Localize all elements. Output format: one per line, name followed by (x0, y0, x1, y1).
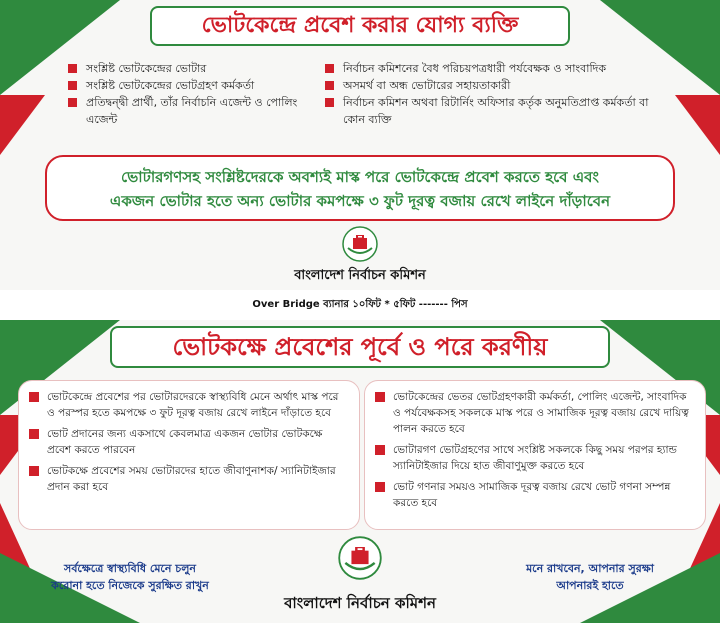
decor-wedge (675, 95, 720, 155)
top-banner (0, 0, 720, 290)
square-bullet-icon (375, 482, 385, 492)
square-bullet-icon (29, 392, 39, 402)
list-item: প্রতিদ্বন্দ্বী প্রার্থী, তাঁর নির্বাচনি এজেন্ট ও পোলিং এজেন্ট (68, 94, 313, 128)
list-item: ভোটকক্ষে প্রবেশের সময় ভোটারদের হাতে জীবাণুনাশক/ স্যানিটাইজার প্রদান করা হবে (29, 463, 349, 495)
notice-line: একজন ভোটার হতে অন্য ভোটার কমপক্ষে ৩ ফুট দূরত্ব বজায় রেখে লাইনে দাঁড়াবেন (109, 192, 611, 210)
list-item: সংশ্লিষ্ট ভোটকেন্দ্রের ভোটগ্রহণ কর্মকর্তা (68, 77, 313, 94)
list-item: নির্বাচন কমিশন অথবা রিটার্নিং অফিসার কর্তৃক অনুমতিপ্রাপ্ত কর্মকর্তা বা কোন ব্যক্তি (325, 94, 655, 128)
org-name: বাংলাদেশ নির্বাচন কমিশন (294, 268, 426, 283)
election-commission-emblem-icon (342, 226, 378, 262)
square-bullet-icon (29, 466, 39, 476)
square-bullet-icon (68, 81, 77, 90)
rules-panel-right (364, 380, 706, 530)
square-bullet-icon (29, 429, 39, 439)
election-commission-emblem-icon (338, 536, 382, 580)
square-bullet-icon (325, 64, 334, 73)
top-banner-title: ভোটকেন্দ্রে প্রবেশ করার যোগ্য ব্যক্তি (150, 6, 570, 46)
square-bullet-icon (325, 98, 334, 107)
list-item: সংশ্লিষ্ট ভোটকেন্দ্রের ভোটার (68, 60, 313, 77)
bottom-banner (0, 320, 720, 623)
mask-notice-box (45, 155, 675, 221)
bottom-banner-title: ভোটকক্ষে প্রবেশের পূর্বে ও পরে করণীয় (110, 326, 610, 368)
list-item: ভোটারগণ ভোটগ্রহণের সাথে সংশ্লিষ্ট সকলকে কিছু সময় পরপর হ্যান্ড স্যানিটাইজার দিয়ে হাত জীবাণুমুক্ত করতে হবে (375, 442, 695, 474)
eligible-list-left (68, 60, 313, 128)
rules-panel-left (18, 380, 360, 530)
health-slogan: সর্বক্ষেত্রে স্বাস্থ্যবিধি মেনে চলুন করোনা হতে নিজেকে সুরক্ষিত রাখুন (51, 562, 209, 592)
list-item: ভোট গণনার সময়ও সামাজিক দূরত্ব বজায় রেখে ভোট গণনা সম্পন্ন করতে হবে (375, 479, 695, 511)
square-bullet-icon (325, 81, 334, 90)
square-bullet-icon (68, 64, 77, 73)
eligible-list-right (325, 60, 655, 128)
list-item: অসমর্থ বা অন্ধ ভোটারের সহায়তাকারী (325, 77, 655, 94)
square-bullet-icon (68, 98, 77, 107)
notice-line: ভোটারগণসহ সংশ্লিষ্টদেরকে অবশ্যই মাস্ক পরে ভোটকেন্দ্রে প্রবেশ করতে হবে এবং (121, 168, 599, 186)
square-bullet-icon (375, 445, 385, 455)
safety-slogan: মনে রাখবেন, আপনার সুরক্ষা আপনারই হাতে (526, 562, 654, 592)
list-item: ভোট প্রদানের জন্য একসাথে কেবলমাত্র একজন ভোটার ভোটকক্ষে প্রবেশ করতে পারবেন (29, 426, 349, 458)
list-item: ভোটকেন্দ্রে প্রবেশের পর ভোটারদেরকে স্বাস্থ্যবিধি মেনে অর্থাৎ মাস্ক পরে ও পরস্পর হতে কমপক্ষে ৩ ফুট দূরত্ব বজায় রেখে লাইনে দাঁড়াতে হবে (29, 389, 349, 421)
list-item: ভোটকেন্দ্রের ভেতর ভোটগ্রহণকারী কর্মকর্তা, পোলিং এজেন্ট, সাংবাদিক ও পর্যবেক্ষকসহ সকলকে মাস্ক পরে ও সামাজিক দূরত্ব বজায় রেখে দায়িত্ব পালন করতে হবে (375, 389, 695, 437)
list-item: নির্বাচন কমিশনের বৈধ পরিচয়পত্রধারী পর্যবেক্ষক ও সাংবাদিক (325, 60, 655, 77)
banner-spec-label: Over Bridge ব্যানার ১০ফিট * ৫ফিট ------- পিস (0, 290, 720, 320)
square-bullet-icon (375, 392, 385, 402)
org-name: বাংলাদেশ নির্বাচন কমিশন (284, 594, 436, 612)
decor-wedge (0, 95, 45, 155)
